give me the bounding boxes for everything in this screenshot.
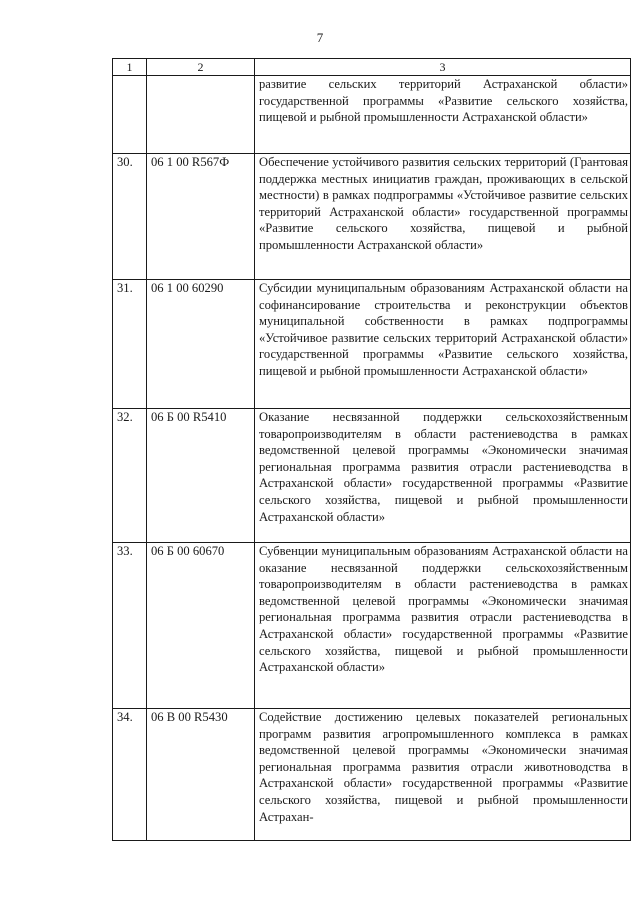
row-number: 31. — [113, 280, 147, 409]
table-row — [113, 280, 631, 409]
row-code — [147, 76, 255, 154]
row-code: 06 Б 00 60670 — [147, 543, 255, 709]
budget-classification-table — [112, 58, 631, 841]
table-row — [113, 154, 631, 280]
row-code: 06 Б 00 R5410 — [147, 409, 255, 543]
column-header-number: 1 — [113, 59, 147, 76]
table-header-row — [113, 59, 631, 76]
table-row-continuation — [113, 76, 631, 154]
row-code: 06 1 00 60290 — [147, 280, 255, 409]
row-description: Содействие достижению целевых показателей региональных программ развития агропромышленного комплекса в рамках ведомственной целевой программы «Экономически значимая региональная программа развития отрасли животноводства в Астраханской области» государственной программы «Развитие сельского хозяйства, пищевой и рыбной промышленности Астрахан- — [255, 709, 631, 841]
row-number: 34. — [113, 709, 147, 841]
column-header-description: 3 — [255, 59, 631, 76]
row-number — [113, 76, 147, 154]
row-description: развитие сельских территорий Астраханской области» государственной программы «Развитие сельского хозяйства, пищевой и рыбной промышленности Астраханской области» — [255, 76, 631, 154]
row-description: Обеспечение устойчивого развития сельских территорий (Грантовая поддержка местных инициатив граждан, проживающих в сельской местности) в рамках подпрограммы «Устойчивое развитие сельских территорий Астраханской области» государственной программы «Развитие сельского хозяйства, пищевой и рыбной промышленности Астраханской области» — [255, 154, 631, 280]
row-description: Субсидии муниципальным образованиям Астраханской области на софинансирование строительства и реконструкции объектов муниципальной собственности в рамках подпрограммы «Устойчивое развитие сельских территорий Астраханской области» государственной программы «Развитие сельского хозяйства, пищевой и рыбной промышленности Астраханской области» — [255, 280, 631, 409]
row-number: 32. — [113, 409, 147, 543]
column-header-code: 2 — [147, 59, 255, 76]
row-description: Субвенции муниципальным образованиям Астраханской области на оказание несвязанной поддержки сельскохозяйственным товаропроизводителям в области растениеводства в рамках ведомственной целевой программы «Экономически значимая региональная программа развития отрасли растениеводства в Астраханской области» государственной программы «Развитие сельского хозяйства, пищевой и рыбной промышленности Астраханской области» — [255, 543, 631, 709]
row-description: Оказание несвязанной поддержки сельскохозяйственным товаропроизводителям в области растениеводства в рамках ведомственной целевой программы «Экономически значимая региональная программа развития отрасли растениеводства в Астраханской области» государственной программы «Развитие сельского хозяйства, пищевой и рыбной промышленности Астраханской области» — [255, 409, 631, 543]
row-code: 06 1 00 R567Ф — [147, 154, 255, 280]
table-row — [113, 709, 631, 841]
table-row — [113, 543, 631, 709]
row-number: 30. — [113, 154, 147, 280]
row-number: 33. — [113, 543, 147, 709]
row-code: 06 В 00 R5430 — [147, 709, 255, 841]
page-number: 7 — [316, 30, 324, 45]
table-row — [113, 409, 631, 543]
